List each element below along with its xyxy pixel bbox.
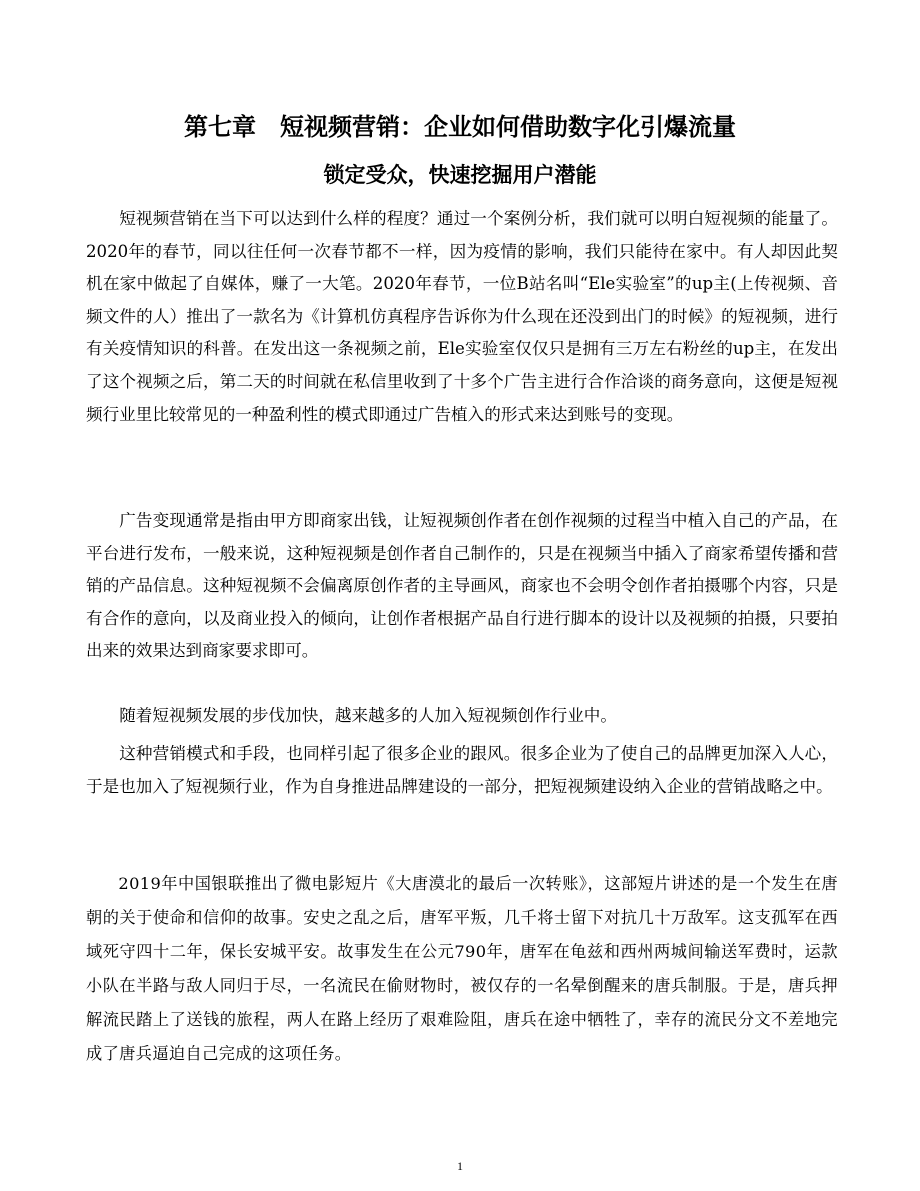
paragraph-3: 随着短视频发展的步伐加快，越来越多的人加入短视频创作行业中。 — [119, 706, 617, 725]
chapter-title: 第七章 短视频营销：企业如何借助数字化引爆流量 — [184, 113, 736, 141]
page-number: 1 — [457, 1159, 463, 1173]
section-title: 锁定受众，快速挖掘用户潜能 — [323, 163, 597, 187]
paragraph-4: 这种营销模式和手段，也同样引起了很多企业的跟风。很多企业为了使自己的品牌更加深入人心，于是也加入了短视频行业，作为自身推进品牌建设的一部分，把短视频建设纳入企业的营销战略之中。 — [86, 744, 838, 796]
paragraph-5: 2019年中国银联推出了微电影短片《大唐漠北的最后一次转账》，这部短片讲述的是一个发生在唐朝的关于使命和信仰的故事。安史之乱之后，唐军平叛，几千将士留下对抗几十万敌军。这支孤军在西域死守四十二年，保长安城平安。故事发生在公元790年，唐军在龟兹和西州两城间输送军费时，运款小队在半路与敌人同归于尽，一名流民在偷财物时，被仅存的一名晕倒醒来的唐兵制服。于是，唐兵押解流民踏上了送钱的旅程，两人在路上经历了艰难险阻，唐兵在途中牺牲了，幸存的流民分文不差地完成了唐兵逼迫自己完成的这项任务。 — [86, 874, 838, 1063]
paragraph-1: 短视频营销在当下可以达到什么样的程度？通过一个案例分析，我们就可以明白短视频的能量了。2020年的春节，同以往任何一次春节都不一样，因为疫情的影响，我们只能待在家中。有人却因此契机在家中做起了自媒体，赚了一大笔。2020年春节，一位B站名叫“Ele实验室”的up主(上传视频、音频文件的人）推出了一款名为《计算机仿真程序告诉你为什么现在还没到出门的时候》的短视频，进行有关疫情知识的科普。在发出这一条视频之前，Ele实验室仅仅只是拥有三万左右粉丝的up主，在发出了这个视频之后，第二天的时间就在私信里收到了十多个广告主进行合作洽谈的商务意向，这便是短视频行业里比较常见的一种盈利性的模式即通过广告植入的形式来达到账号的变现。 — [86, 209, 838, 424]
paragraph-2: 广告变现通常是指由甲方即商家出钱，让短视频创作者在创作视频的过程当中植入自己的产品，在平台进行发布，一般来说，这种短视频是创作者自己制作的，只是在视频当中插入了商家希望传播和营销的产品信息。这种短视频不会偏离原创作者的主导画风，商家也不会明令创作者拍摄哪个内容，只是有合作的意向，以及商业投入的倾向，让创作者根据产品自行进行脚本的设计以及视频的拍摄，只要拍出来的效果达到商家要求即可。 — [86, 511, 838, 661]
